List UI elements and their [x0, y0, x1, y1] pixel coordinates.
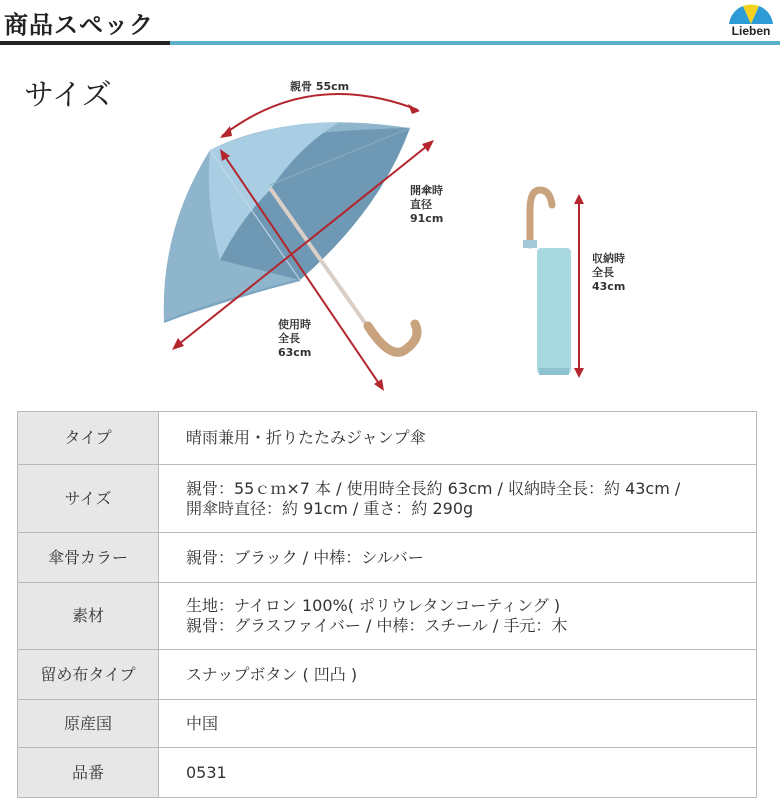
spec-value: 生地：ナイロン 100%( ポリウレタンコーティング ) 親骨：グラスファイバー / 中棒：スチール / 手元：木: [159, 583, 757, 650]
spec-value: 親骨：55ｃｍ×7 本 / 使用時全長約 63cm / 収納時全長：約 43cm / 開傘時直径：約 91cm / 重さ：約 290g: [159, 465, 757, 533]
table-row: [18, 465, 757, 533]
spec-value: 親骨：ブラック / 中棒：シルバー: [159, 533, 757, 583]
table-row: [18, 533, 757, 583]
rib-length-label: 親骨 55cm: [290, 80, 350, 93]
spec-value: 0531: [159, 748, 757, 798]
spec-value: スナップボタン ( 凹凸 ): [159, 650, 757, 700]
umbrella-illustration: [150, 70, 670, 400]
logo-text: Lieben: [731, 24, 771, 38]
spec-label: 原産国: [18, 700, 159, 748]
spec-value: 中国: [159, 700, 757, 748]
page-header: [0, 0, 780, 46]
section-title: サイズ: [24, 78, 112, 113]
size-diagram: [150, 70, 670, 400]
folded-length-label: 収納時 全長 43cm: [592, 252, 626, 293]
spec-label: サイズ: [18, 465, 159, 533]
spec-label: 素材: [18, 583, 159, 650]
brand-logo[interactable]: [724, 2, 778, 40]
page-title: 商品スペック: [4, 11, 154, 39]
open-diameter-label: 開傘時 直径 91cm: [410, 184, 444, 225]
spec-value: 晴雨兼用・折りたたみジャンプ傘: [159, 412, 757, 465]
header-underline-accent: [170, 41, 780, 45]
spec-label: 留め布タイプ: [18, 650, 159, 700]
spec-label: 傘骨カラー: [18, 533, 159, 583]
table-row: [18, 650, 757, 700]
table-row: [18, 700, 757, 748]
header-underline-dark: [0, 41, 170, 45]
spec-label: 品番: [18, 748, 159, 798]
table-row: [18, 583, 757, 650]
folded-umbrella-icon: [523, 190, 571, 375]
spec-table: [17, 411, 757, 798]
table-row: [18, 748, 757, 798]
table-row: [18, 412, 757, 465]
spec-label: タイプ: [18, 412, 159, 465]
total-length-label: 使用時 全長 63cm: [278, 318, 312, 359]
